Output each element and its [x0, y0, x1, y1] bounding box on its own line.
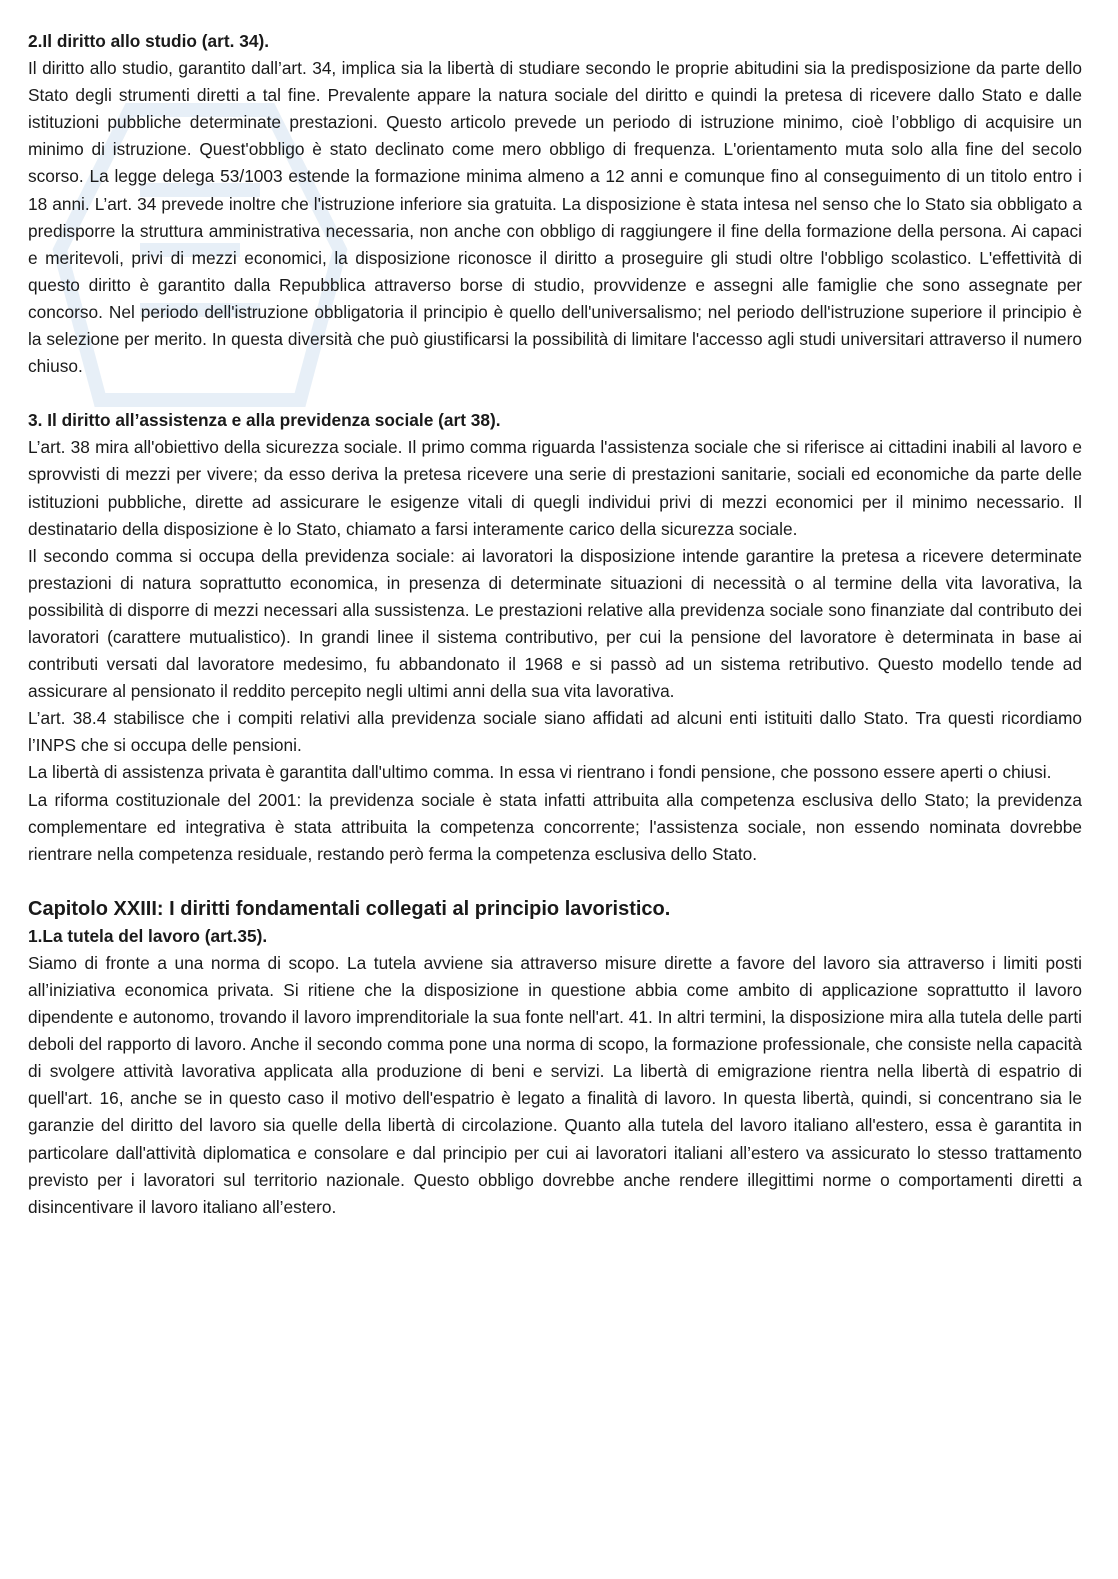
- section-2-title: 2.Il diritto allo studio (art. 34).: [28, 31, 270, 51]
- chapter-title: Capitolo XXIII: I diritti fondamentali collegati al principio lavoristico.: [28, 897, 671, 920]
- document-page: [28, 28, 1082, 1221]
- section-3-paragraph: L’art. 38.4 stabilisce che i compiti relativi alla previdenza sociale siano affidati ad alcuni enti istituiti dallo Stato. Tra questi ricordiamo l’INPS che si occupa delle pensioni.: [28, 708, 1082, 756]
- chapter-section-1-paragraph: Siamo di fronte a una norma di scopo. La tutela avviene sia attraverso misure dirette a favore del lavoro sia attraverso i limiti posti all’iniziativa economica privata. Si ritiene che la disposizione in questione abbia come ambito di applicazione soprattutto il lavoro dipendente e autonomo, trovando il lavoro imprenditoriale la sua fonte nell'art. 41. In altri termini, la disposizione mira alla tutela delle parti deboli del rapporto di lavoro. Anche il secondo comma pone una norma di scopo, la formazione professionale, che consiste nella capacità di svolgere attività lavorativa applicata alla produzione di beni e servizi. La libertà di emigrazione rientra nella libertà di espatrio di quell'art. 16, anche se in questo caso il motivo dell'espatrio è legato a finalità di lavoro. In questa libertà, quindi, si concentrano sia le garanzie del diritto del lavoro sia quelle della libertà di circolazione. Quanto alla tutela del lavoro italiano all'estero, essa è garantita in particolare dall'attività diplomatica e consolare e dal principio per cui ai lavoratori italiani all’estero va assicurato lo stesso trattamento previsto per i lavoratori sul territorio nazionale. Questo obbligo dovrebbe anche rendere illegittimi norme o comportamenti diretti a disincentivare il lavoro italiano all’estero.: [28, 952, 1082, 1217]
- section-2-paragraph: Il diritto allo studio, garantito dall’art. 34, implica sia la libertà di studiare secondo le proprie abitudini sia la predisposizione da parte dello Stato degli strumenti diretti a tal fine. Prevalente appare la natura sociale del diritto e quindi la pretesa di ricevere dallo Stato e dalle istituzioni pubbliche determinate prestazioni. Questo articolo prevede un periodo di istruzione minimo, cioè l’obbligo di acquisire un minimo di istruzione. Quest'obbligo è stato declinato come mero obbligo di frequenza. L'orientamento muta solo alla fine del secolo scorso. La legge delega 53/1003 estende la formazione minima almeno a 12 anni e comunque fino al conseguimento di un titolo entro i 18 anni. L’art. 34 prevede inoltre che l'istruzione inferiore sia gratuita. La disposizione è stata intesa nel senso che lo Stato sia obbligato a predisporre la struttura amministrativa necessaria, non anche con obbligo di raggiungere il fine della formazione della persona. Ai capaci e meritevoli, privi di mezzi economici, la disposizione riconosce il diritto a proseguire gli studi oltre l'obbligo scolastico. L'effettività di questo diritto è garantito dalla Repubblica attraverso borse di studio, provvidenze e assegni alle famiglie che sono assegnate per concorso. Nel periodo dell'istruzione obbligatoria il principio è quello dell'universalismo; nel periodo dell'istruzione superiore il principio è la selezione per merito. In questa diversità che può giustificarsi la possibilità di limitare l'accesso agli studi universitari attraverso il numero chiuso.: [28, 58, 1082, 377]
- section-3-title: 3. Il diritto all’assistenza e alla previdenza sociale (art 38).: [28, 410, 501, 431]
- section-3-paragraph: Il secondo comma si occupa della previdenza sociale: ai lavoratori la disposizione intende garantire la pretesa a ricevere determinate prestazioni di natura soprattutto economica, in presenza di determinate situazioni di necessità o al termine della vita lavorativa, la possibilità di disporre di mezzi necessari alla sussistenza. Le prestazioni relative alla previdenza sociale sono finanziate dal contributo dei lavoratori (carattere mutualistico). In grandi linee il sistema contributivo, per cui la pensione del lavoratore è determinata in base ai contributi versati dal lavoratore medesimo, fu abbandonato il 1968 e si passò ad un sistema retributivo. Questo modello tende ad assicurare al pensionato il reddito percepito negli ultimi anni della sua vita lavorativa.: [28, 545, 1082, 702]
- section-3-paragraph: La riforma costituzionale del 2001: la previdenza sociale è stata infatti attribuita alla competenza esclusiva dello Stato; la previdenza complementare ed integrativa è stata attribuita la competenza concorrente; l'assistenza sociale, non essendo nominata dovrebbe rientrare nella competenza residuale, restando però ferma la competenza esclusiva dello Stato.: [28, 789, 1082, 864]
- section-3-paragraph: L’art. 38 mira all'obiettivo della sicurezza sociale. Il primo comma riguarda l'assistenza sociale che si riferisce ai cittadini inabili al lavoro e sprovvisti di mezzi per vivere; da esso deriva la pretesa ricevere una serie di prestazioni sanitarie, sociali ed economiche da parte delle istituzioni pubbliche, dirette ad assicurare le esigenze vitali di quegli individui privi di mezzi economici per il minimo necessario. Il destinatario della disposizione è lo Stato, chiamato a farsi interamente carico della sicurezza sociale.: [28, 437, 1082, 539]
- chapter-section-1-title: 1.La tutela del lavoro (art.35).: [28, 925, 268, 946]
- section-3-paragraph: La libertà di assistenza privata è garantita dall'ultimo comma. In essa vi rientrano i fondi pensione, che possono essere aperti o chiusi.: [28, 762, 1052, 783]
